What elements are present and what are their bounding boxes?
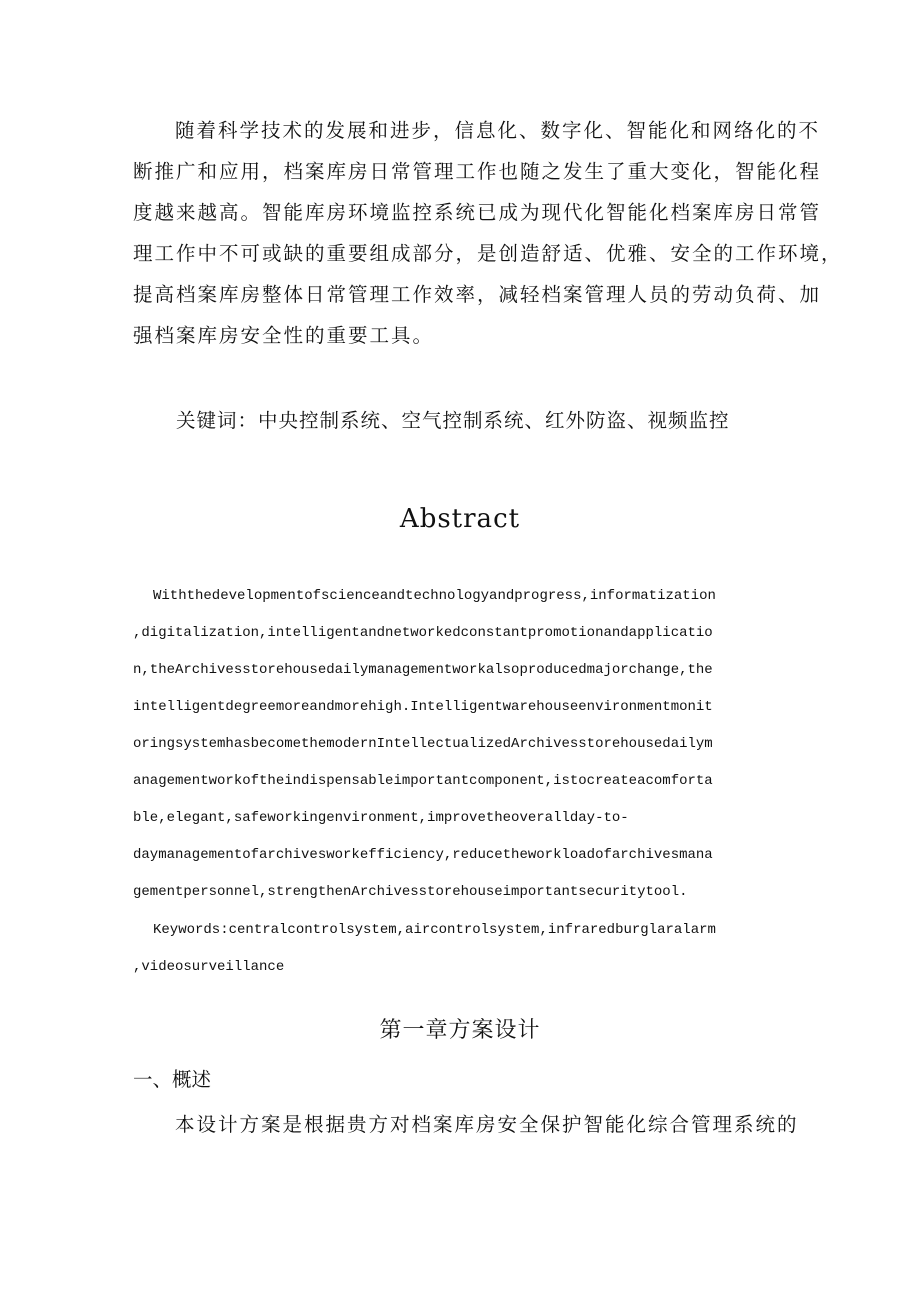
text-line: ble,elegant,safeworkingenvironment,improvetheoverallday-to-	[133, 810, 629, 826]
abstract-body	[133, 578, 793, 911]
keywords-zh: 关键词：中央控制系统、空气控制系统、红外防盗、视频监控	[176, 409, 730, 432]
text-line: 强档案库房安全性的重要工具。	[133, 324, 435, 347]
chapter-title: 第一章方案设计	[379, 1018, 541, 1043]
text-line: 提高档案库房整体日常管理工作效率，减轻档案管理人员的劳动负荷、加	[133, 283, 822, 306]
text-line: 断推广和应用，档案库房日常管理工作也随之发生了重大变化，智能化程	[133, 160, 822, 183]
text-line: ,digitalization,intelligentandnetworkedconstantpromotionandapplicatio	[133, 625, 713, 641]
text-line: oringsystemhasbecomethemodernIntellectualizedArchivesstorehousedailym	[133, 736, 713, 752]
text-line: intelligentdegreemoreandmorehigh.Intelligentwarehouseenvironmentmonit	[133, 699, 713, 715]
chapter-paragraph	[133, 1104, 799, 1145]
text-line: 度越来越高。智能库房环境监控系统已成为现代化智能化档案库房日常管	[133, 201, 822, 224]
intro-paragraph-zh	[133, 110, 843, 356]
text-line: Withthedevelopmentofscienceandtechnologyandprogress,informatization	[153, 588, 716, 604]
text-line: anagementworkoftheindispensableimportantcomponent,istocreateacomforta	[133, 773, 713, 789]
text-line: daymanagementofarchivesworkefficiency,reducetheworkloadofarchivesmana	[133, 847, 713, 863]
text-line: 随着科学技术的发展和进步，信息化、数字化、智能化和网络化的不	[175, 119, 821, 142]
text-line: 理工作中不可或缺的重要组成部分，是创造舒适、优雅、安全的工作环境，	[133, 242, 843, 265]
keywords-en	[133, 912, 793, 986]
text-line: 本设计方案是根据贵方对档案库房安全保护智能化综合管理系统的	[175, 1113, 799, 1136]
text-line: ,videosurveillance	[133, 959, 285, 975]
text-line: n,theArchivesstorehousedailymanagementworkalsoproducedmajorchange,the	[133, 662, 713, 678]
text-line: Keywords:centralcontrolsystem,aircontrolsystem,infraredburglaralarm	[153, 922, 716, 938]
section-title: 一、概述	[133, 1068, 212, 1091]
text-line: gementpersonnel,strengthenArchivesstorehouseimportantsecuritytool.	[133, 884, 688, 900]
abstract-title: Abstract	[399, 504, 521, 534]
